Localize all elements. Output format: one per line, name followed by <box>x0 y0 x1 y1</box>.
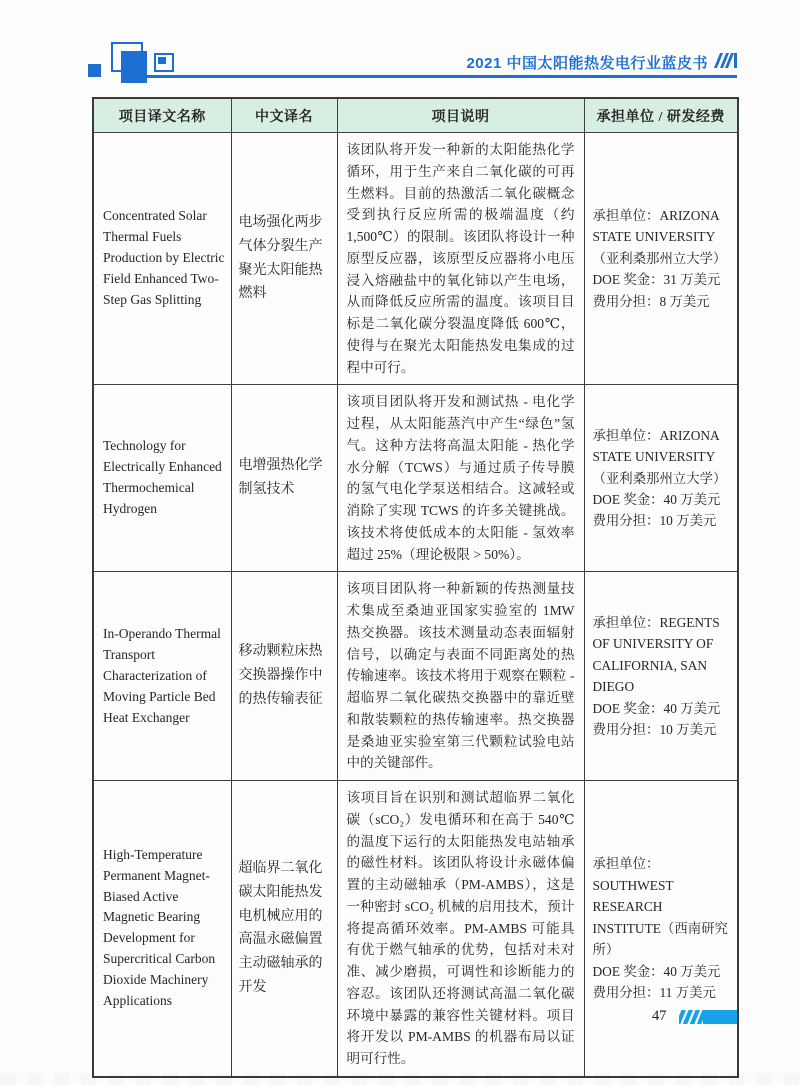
footer-bar-hatch-stripes <box>679 1010 703 1024</box>
table-row <box>93 781 738 1077</box>
project-funding-cell <box>584 572 738 781</box>
funding-line: 承担单位：ARIZONA STATE UNIVERSITY（亚利桑那州立大学） <box>592 427 727 486</box>
projects-table <box>92 97 739 1078</box>
project-funding-cell <box>584 385 738 572</box>
project-cn-name-cell: 移动颗粒床热交换器操作中的热传输表征 <box>231 572 337 781</box>
funding-line: 承担单位：REGENTS OF UNIVERSITY OF CALIFORNIA, SAN DIEGO <box>592 614 720 695</box>
table-row <box>93 572 738 781</box>
projects-table-body <box>93 133 738 1077</box>
publisher-logo-icon <box>88 42 172 86</box>
logo-square-filled <box>121 51 147 83</box>
project-cn-name-cell: 超临界二氧化碳太阳能热发电机械应用的高温永磁偏置主动磁轴承的开发 <box>231 781 337 1077</box>
column-header-funding: 承担单位 / 研发经费 <box>584 98 738 133</box>
funding-line: 费用分担：11 万美元 <box>592 984 716 1000</box>
page-number: 47 <box>652 1008 667 1024</box>
project-description-cell: 该项目团队将开发和测试热 - 电化学过程，从太阳能蒸汽中产生“绿色”氢气。这种方法将高温太阳能 - 热化学水分解（TCWS）与通过质子传导膜的氢气电化学泵送相结合。这减轻或消除了实现 TCWS 的许多关键挑战。该技术将使低成本的太阳能 - 氢效率超过 25%（理论极限 > 50%）。 <box>337 385 584 572</box>
funding-line: DOE 奖金：40 万美元 <box>592 491 721 507</box>
table-header-row <box>93 98 738 133</box>
project-funding-cell <box>584 133 738 385</box>
funding-line: 费用分担：8 万美元 <box>592 293 710 309</box>
project-funding-cell <box>584 781 738 1077</box>
column-header-project-cn-name: 中文译名 <box>231 98 337 133</box>
table-row <box>93 385 738 572</box>
column-header-project-en-name: 项目译文名称 <box>93 98 231 133</box>
funding-line: 承担单位：ARIZONA STATE UNIVERSITY（亚利桑那州立大学） <box>592 208 727 266</box>
funding-line: DOE 奖金：40 万美元 <box>592 963 721 979</box>
project-description-cell: 该项目团队将一种新颖的传热测量技术集成至桑迪亚国家实验室的 1MW 热交换器。该技术测量动态表面辐射信号，以确定与表面不同距离处的热传输速率。该技术将用于观察在颗粒 - 超临界二氧化碳热交换器中的靠近壁和散装颗粒的热传输速率。热交换器是桑迪亚实验室第三代颗粒试验电站中的关键部件。 <box>337 572 584 781</box>
scan-artifact-band <box>0 1073 800 1085</box>
logo-square-small <box>88 64 101 77</box>
project-description-cell: 该项目旨在识别和测试超临界二氧化碳（sCO₂）发电循环和在高于 540℃的温度下运行的太阳能热发电站轴承的磁性材料。该团队将设计永磁体偏置的主动磁轴承（PM-AMBS），这是一种密封 sCO₂ 机械的启用技术，预计将提高循环效率。PM-AMBS 可能具有优于燃气轴承的优势，包括对未对准、减少磨损，可调性和诊断能力的容忍。该团队还将测试高温二氧化碳环境中暴露的兼容性关键材料。项目将开发以 PM-AMBS 的机器布局以证明可行性。 <box>337 781 584 1077</box>
funding-line: DOE 奖金：31 万美元 <box>592 272 721 288</box>
footer-bar-decoration <box>679 1010 737 1024</box>
slashes-icon <box>717 53 737 68</box>
project-en-name-cell: Concentrated Solar Thermal Fuels Production by Electric Field Enhanced Two-Step Gas Splitting <box>93 133 231 385</box>
project-en-name-cell: High-Temperature Permanent Magnet-Biased Active Magnetic Bearing Development for Supercritical Carbon Dioxide Machinery Applications <box>93 781 231 1077</box>
funding-line: DOE 奖金：40 万美元 <box>592 700 721 716</box>
header-divider <box>128 75 737 78</box>
logo-square-filled-small <box>158 57 166 64</box>
funding-line: 费用分担：10 万美元 <box>592 513 717 529</box>
funding-line: 费用分担：10 万美元 <box>592 722 717 737</box>
table-row <box>93 133 738 385</box>
project-cn-name-cell: 电增强热化学制氢技术 <box>231 385 337 572</box>
column-header-project-description: 项目说明 <box>337 98 584 133</box>
project-description-cell: 该团队将开发一种新的太阳能热化学循环，用于生产来自二氧化碳的可再生燃料。目前的热激活二氧化碳概念受到执行反应所需的极端温度（约 1,500℃）的限制。该团队将设计一种原型反应器，该原型反应器将小电压浸入熔融盐中的氧化铈以产生电场，从而降低反应所需的温度。该项目目标是二氧化碳分裂温度降低 600℃，使得与在聚光太阳能热发电集成的过程中可行。 <box>337 133 584 385</box>
project-en-name-cell: Technology for Electrically Enhanced Thermochemical Hydrogen <box>93 385 231 572</box>
bar-stroke <box>734 53 738 68</box>
report-title: 2021 中国太阳能热发电行业蓝皮书 <box>466 55 708 72</box>
project-en-name-cell: In-Operando Thermal Transport Characterization of Moving Particle Bed Heat Exchanger <box>93 572 231 781</box>
funding-line: 承担单位：SOUTHWEST RESEARCH INSTITUTE（西南研究所） <box>592 856 728 958</box>
project-cn-name-cell: 电场强化两步气体分裂生产聚光太阳能热燃料 <box>231 133 337 385</box>
